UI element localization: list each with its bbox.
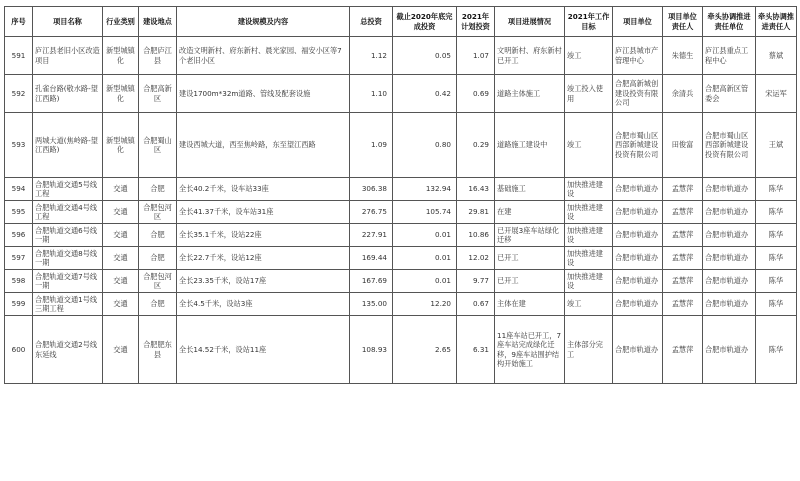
cell-done2020: 0.05 (393, 37, 457, 75)
cell-done2020: 12.20 (393, 293, 457, 316)
cell-lead-unit: 合肥市蜀山区西部新城建设投资有限公司 (703, 113, 756, 178)
cell-lead-unit: 庐江县重点工程中心 (703, 37, 756, 75)
cell-unit: 合肥高新城创建设投资有限公司 (613, 75, 663, 113)
table-row (5, 247, 797, 270)
cell-lead-person: 陈华 (756, 201, 797, 224)
cell-location: 合肥 (139, 178, 177, 201)
cell-unit: 合肥市轨道办 (613, 270, 663, 293)
header-name: 项目名称 (33, 7, 103, 37)
cell-name: 合肥轨道交通5号线工程 (33, 178, 103, 201)
cell-lead-unit: 合肥高新区管委会 (703, 75, 756, 113)
cell-total: 1.12 (350, 37, 393, 75)
cell-name: 合肥轨道交通7号线一期 (33, 270, 103, 293)
cell-unit: 合肥市轨道办 (613, 178, 663, 201)
cell-total: 1.09 (350, 113, 393, 178)
cell-progress: 主体在建 (495, 293, 565, 316)
cell-name: 庐江县老旧小区改造项目 (33, 37, 103, 75)
table-row (5, 224, 797, 247)
cell-name: 合肥轨道交通2号线东延线 (33, 316, 103, 384)
cell-unit-person: 田俊富 (663, 113, 703, 178)
cell-plan2021: 1.07 (457, 37, 495, 75)
cell-unit-person: 孟慧萍 (663, 224, 703, 247)
cell-no: 594 (5, 178, 33, 201)
header-location: 建设地点 (139, 7, 177, 37)
cell-lead-unit: 合肥市轨道办 (703, 224, 756, 247)
cell-unit: 合肥市轨道办 (613, 224, 663, 247)
cell-target: 加快推进建设 (565, 201, 613, 224)
cell-lead-person: 陈华 (756, 270, 797, 293)
cell-unit: 合肥市蜀山区西部新城建设投资有限公司 (613, 113, 663, 178)
cell-target: 竣工 (565, 293, 613, 316)
header-target: 2021年工作目标 (565, 7, 613, 37)
table-row (5, 113, 797, 178)
cell-lead-unit: 合肥市轨道办 (703, 293, 756, 316)
cell-location: 合肥 (139, 293, 177, 316)
cell-lead-unit: 合肥市轨道办 (703, 270, 756, 293)
header-unit: 项目单位 (613, 7, 663, 37)
cell-total: 227.91 (350, 224, 393, 247)
cell-progress: 基础施工 (495, 178, 565, 201)
cell-lead-unit: 合肥市轨道办 (703, 316, 756, 384)
cell-name: 合肥轨道交通4号线工程 (33, 201, 103, 224)
cell-progress: 已开展3座车站绿化迁移 (495, 224, 565, 247)
cell-progress: 文明新村、府东新村已开工 (495, 37, 565, 75)
header-plan2021: 2021年计划投资 (457, 7, 495, 37)
cell-no: 598 (5, 270, 33, 293)
cell-location: 合肥庐江县 (139, 37, 177, 75)
cell-scale: 全长23.35千米，设站17座 (177, 270, 350, 293)
cell-scale: 全长14.52千米，设站11座 (177, 316, 350, 384)
cell-name: 两城大道(焦岭路-望江西路) (33, 113, 103, 178)
cell-target: 加快推进建设 (565, 270, 613, 293)
project-table-container (4, 6, 796, 384)
cell-name: 合肥轨道交通1号线三期工程 (33, 293, 103, 316)
cell-lead-unit: 合肥市轨道办 (703, 201, 756, 224)
cell-unit-person: 孟慧萍 (663, 201, 703, 224)
table-row (5, 178, 797, 201)
cell-name: 合肥轨道交通8号线一期 (33, 247, 103, 270)
cell-done2020: 0.01 (393, 247, 457, 270)
cell-no: 596 (5, 224, 33, 247)
cell-unit: 合肥市轨道办 (613, 293, 663, 316)
cell-industry: 交通 (103, 178, 139, 201)
cell-unit: 庐江县城市产管理中心 (613, 37, 663, 75)
cell-progress: 在建 (495, 201, 565, 224)
cell-industry: 新型城镇化 (103, 37, 139, 75)
header-row (5, 7, 797, 37)
cell-industry: 交通 (103, 270, 139, 293)
cell-total: 276.75 (350, 201, 393, 224)
cell-industry: 交通 (103, 316, 139, 384)
cell-progress: 已开工 (495, 270, 565, 293)
cell-done2020: 0.01 (393, 270, 457, 293)
table-row (5, 316, 797, 384)
header-total: 总投资 (350, 7, 393, 37)
cell-unit-person: 孟慧萍 (663, 293, 703, 316)
cell-unit: 合肥市轨道办 (613, 201, 663, 224)
cell-target: 竣工投入使用 (565, 75, 613, 113)
cell-total: 169.44 (350, 247, 393, 270)
cell-industry: 新型城镇化 (103, 113, 139, 178)
header-scale: 建设规模及内容 (177, 7, 350, 37)
cell-lead-unit: 合肥市轨道办 (703, 178, 756, 201)
cell-progress: 道路施工建设中 (495, 113, 565, 178)
cell-unit-person: 孟慧萍 (663, 247, 703, 270)
cell-location: 合肥 (139, 247, 177, 270)
header-lead-person: 牵头协调推进责任人 (756, 7, 797, 37)
cell-target: 竣工 (565, 37, 613, 75)
cell-location: 合肥包河区 (139, 201, 177, 224)
cell-done2020: 105.74 (393, 201, 457, 224)
cell-scale: 全长4.5千米，设站3座 (177, 293, 350, 316)
cell-plan2021: 0.29 (457, 113, 495, 178)
cell-scale: 全长41.37千米，设车站31座 (177, 201, 350, 224)
table-row (5, 37, 797, 75)
cell-unit-person: 余清兵 (663, 75, 703, 113)
cell-unit: 合肥市轨道办 (613, 247, 663, 270)
header-lead-unit: 牵头协调推进责任单位 (703, 7, 756, 37)
cell-unit-person: 孟慧萍 (663, 316, 703, 384)
cell-plan2021: 0.69 (457, 75, 495, 113)
cell-name: 合肥轨道交通6号线一期 (33, 224, 103, 247)
cell-lead-person: 蔡斌 (756, 37, 797, 75)
header-done2020: 截止2020年底完成投资 (393, 7, 457, 37)
cell-plan2021: 9.77 (457, 270, 495, 293)
cell-target: 竣工 (565, 113, 613, 178)
cell-scale: 建设1700m*32m道路、管线及配套设施 (177, 75, 350, 113)
cell-target: 主体部分完工 (565, 316, 613, 384)
cell-total: 108.93 (350, 316, 393, 384)
cell-lead-person: 陈华 (756, 178, 797, 201)
header-industry: 行业类别 (103, 7, 139, 37)
cell-plan2021: 29.81 (457, 201, 495, 224)
cell-target: 加快推进建设 (565, 178, 613, 201)
cell-lead-person: 陈华 (756, 224, 797, 247)
cell-location: 合肥肥东县 (139, 316, 177, 384)
cell-target: 加快推进建设 (565, 224, 613, 247)
table-row (5, 75, 797, 113)
cell-scale: 改造文明新村、府东新村、晨光家园、福安小区等7个老旧小区 (177, 37, 350, 75)
cell-no: 600 (5, 316, 33, 384)
header-unit-person: 项目单位责任人 (663, 7, 703, 37)
cell-progress: 道路主体施工 (495, 75, 565, 113)
header-no: 序号 (5, 7, 33, 37)
cell-plan2021: 0.67 (457, 293, 495, 316)
cell-no: 595 (5, 201, 33, 224)
cell-industry: 交通 (103, 293, 139, 316)
cell-lead-person: 陈华 (756, 293, 797, 316)
cell-total: 306.38 (350, 178, 393, 201)
cell-no: 599 (5, 293, 33, 316)
cell-name: 孔雀台路(敬水路-望江西路) (33, 75, 103, 113)
cell-no: 597 (5, 247, 33, 270)
cell-plan2021: 10.86 (457, 224, 495, 247)
cell-lead-person: 陈华 (756, 247, 797, 270)
header-progress: 项目进展情况 (495, 7, 565, 37)
project-table (4, 6, 797, 384)
cell-industry: 交通 (103, 224, 139, 247)
cell-done2020: 0.01 (393, 224, 457, 247)
cell-industry: 新型城镇化 (103, 75, 139, 113)
cell-done2020: 0.42 (393, 75, 457, 113)
cell-target: 加快推进建设 (565, 247, 613, 270)
cell-location: 合肥蜀山区 (139, 113, 177, 178)
cell-location: 合肥包河区 (139, 270, 177, 293)
cell-scale: 全长22.7千米，设站12座 (177, 247, 350, 270)
cell-lead-person: 王斌 (756, 113, 797, 178)
cell-scale: 全长35.1千米，设站22座 (177, 224, 350, 247)
cell-done2020: 132.94 (393, 178, 457, 201)
cell-unit: 合肥市轨道办 (613, 316, 663, 384)
cell-done2020: 2.65 (393, 316, 457, 384)
cell-plan2021: 16.43 (457, 178, 495, 201)
cell-industry: 交通 (103, 201, 139, 224)
cell-plan2021: 6.31 (457, 316, 495, 384)
cell-lead-unit: 合肥市轨道办 (703, 247, 756, 270)
cell-total: 167.69 (350, 270, 393, 293)
cell-done2020: 0.80 (393, 113, 457, 178)
cell-lead-person: 宋运军 (756, 75, 797, 113)
table-row (5, 293, 797, 316)
cell-location: 合肥高新区 (139, 75, 177, 113)
cell-unit-person: 朱德生 (663, 37, 703, 75)
cell-plan2021: 12.02 (457, 247, 495, 270)
cell-location: 合肥 (139, 224, 177, 247)
table-row (5, 201, 797, 224)
cell-scale: 建设西城大道，西至焦岭路，东至望江西路 (177, 113, 350, 178)
cell-industry: 交通 (103, 247, 139, 270)
cell-unit-person: 孟慧萍 (663, 178, 703, 201)
cell-no: 593 (5, 113, 33, 178)
cell-lead-person: 陈华 (756, 316, 797, 384)
cell-unit-person: 孟慧萍 (663, 270, 703, 293)
table-row (5, 270, 797, 293)
cell-no: 592 (5, 75, 33, 113)
cell-progress: 11座车站已开工，7座车站完成绿化迁移，9座车站围护结构开始施工 (495, 316, 565, 384)
cell-scale: 全长40.2千米，设车站33座 (177, 178, 350, 201)
cell-total: 1.10 (350, 75, 393, 113)
cell-no: 591 (5, 37, 33, 75)
cell-progress: 已开工 (495, 247, 565, 270)
cell-total: 135.00 (350, 293, 393, 316)
